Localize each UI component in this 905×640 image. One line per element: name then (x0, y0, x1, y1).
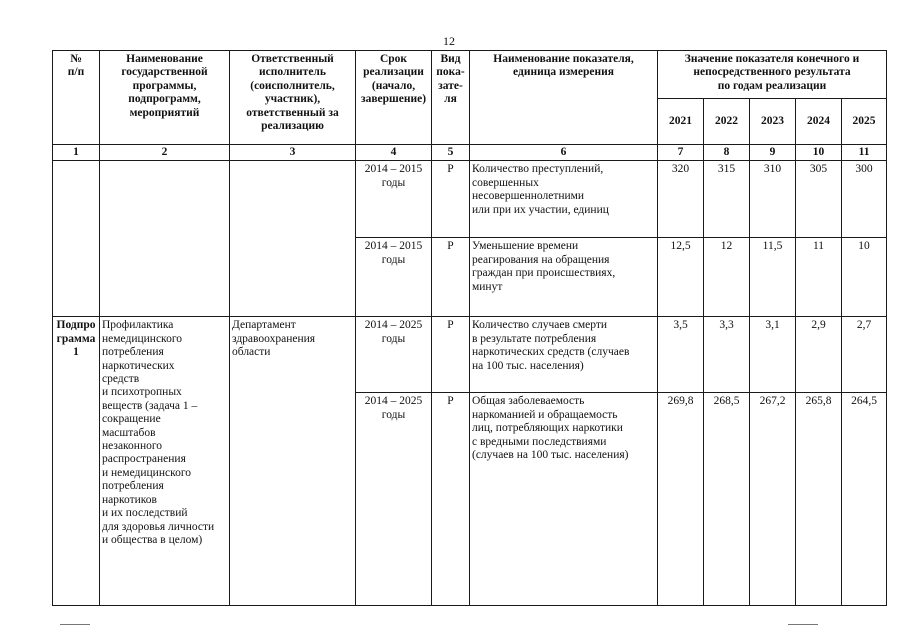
value-cell: 268,5 (704, 393, 750, 606)
header-year: 2023 (750, 99, 796, 145)
column-number: 1 (53, 145, 100, 161)
value-cell: 320 (658, 161, 704, 238)
header-year: 2025 (842, 99, 887, 145)
column-number: 9 (750, 145, 796, 161)
column-number: 6 (470, 145, 658, 161)
column-number: 3 (230, 145, 356, 161)
indicator-name-cell: Количество случаев смерти в результате потребления наркотических средств (случаев на 100 тыс. населения) (470, 317, 658, 393)
column-number: 2 (100, 145, 230, 161)
value-cell: 12 (704, 238, 750, 317)
value-cell: 310 (750, 161, 796, 238)
page-number: 12 (443, 34, 455, 48)
value-cell: 267,2 (750, 393, 796, 606)
header-number: № п/п (53, 51, 100, 145)
value-cell: 269,8 (658, 393, 704, 606)
header-year: 2022 (704, 99, 750, 145)
indicator-name-cell: Общая заболеваемость наркоманией и обращаемость лиц, потребляющих наркотики с вредными последствиями (случаев на 100 тыс. населения) (470, 393, 658, 606)
column-number: 10 (796, 145, 842, 161)
table-row (53, 317, 887, 393)
column-number: 5 (432, 145, 470, 161)
subprogram-number-cell: Подпро грамма 1 (53, 317, 100, 606)
value-cell: 3,1 (750, 317, 796, 393)
term-cell: 2014 – 2015 годы (356, 238, 432, 317)
header-term: Срок реализации (начало, завершение) (356, 51, 432, 145)
value-cell: 265,8 (796, 393, 842, 606)
term-cell: 2014 – 2025 годы (356, 317, 432, 393)
indicator-kind-cell: Р (432, 161, 470, 238)
value-cell: 264,5 (842, 393, 887, 606)
indicator-kind-cell: Р (432, 393, 470, 606)
header-program-name: Наименование государственной программы, подпрограмм, мероприятий (100, 51, 230, 145)
header-executor: Ответственный исполнитель (соисполнитель, участник), ответственный за реализацию (230, 51, 356, 145)
header-row-1 (53, 51, 887, 99)
value-cell: 300 (842, 161, 887, 238)
indicators-table (52, 50, 887, 606)
header-year: 2021 (658, 99, 704, 145)
column-number: 7 (658, 145, 704, 161)
column-number: 11 (842, 145, 887, 161)
column-number: 8 (704, 145, 750, 161)
value-cell: 12,5 (658, 238, 704, 317)
indicator-kind-cell: Р (432, 317, 470, 393)
indicator-name-cell: Уменьшение времени реагирования на обращения граждан при происшествиях, минут (470, 238, 658, 317)
table-row (53, 161, 887, 238)
term-cell: 2014 – 2015 годы (356, 161, 432, 238)
scan-edge-line (788, 624, 818, 625)
value-cell: 3,5 (658, 317, 704, 393)
indicator-kind-cell: Р (432, 238, 470, 317)
term-cell: 2014 – 2025 годы (356, 393, 432, 606)
column-number-row (53, 145, 887, 161)
header-value-group: Значение показателя конечного и непосредственного результата по годам реализации (658, 51, 887, 99)
subprogram-name-cell: Профилактика немедицинского потребления наркотических средств и психотропных веществ (задача 1 – сокращение масштабов незаконного распространения и немедицинского потребления наркотиков и их последствий для здоровья личности и общества в целом) (100, 317, 230, 606)
header-indicator-name: Наименование показателя, единица измерения (470, 51, 658, 145)
value-cell: 315 (704, 161, 750, 238)
scan-edge-line (60, 624, 90, 625)
value-cell: 10 (842, 238, 887, 317)
program-name-cell (100, 161, 230, 317)
value-cell: 11 (796, 238, 842, 317)
indicator-name-cell: Количество преступлений, совершенных несовершеннолетними или при их участии, единиц (470, 161, 658, 238)
header-indicator-kind: Вид пока- зате- ля (432, 51, 470, 145)
value-cell: 3,3 (704, 317, 750, 393)
header-year: 2024 (796, 99, 842, 145)
column-number: 4 (356, 145, 432, 161)
value-cell: 11,5 (750, 238, 796, 317)
value-cell: 2,7 (842, 317, 887, 393)
subprogram-executor-cell: Департамент здравоохранения области (230, 317, 356, 606)
row-number-cell (53, 161, 100, 317)
executor-cell (230, 161, 356, 317)
value-cell: 2,9 (796, 317, 842, 393)
value-cell: 305 (796, 161, 842, 238)
